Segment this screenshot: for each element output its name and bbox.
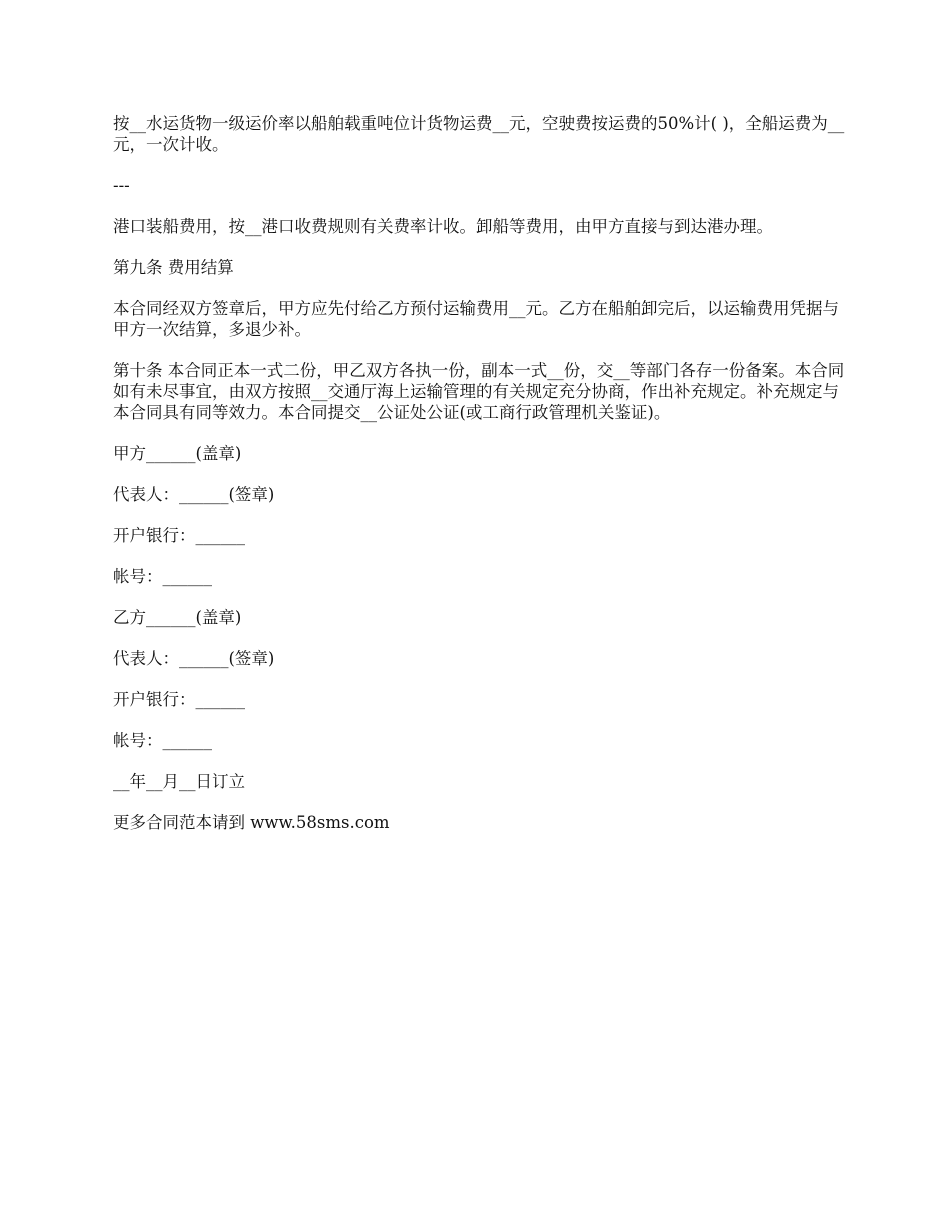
signing-date: __年__月__日订立 (113, 772, 245, 791)
party-a-bank: 开户银行：______ (113, 526, 245, 545)
article-9-heading: 第九条 费用结算 (113, 258, 234, 277)
document-body (113, 113, 853, 853)
party-a-account: 帐号：______ (113, 567, 212, 586)
party-b-seal: 乙方______(盖章) (113, 608, 242, 627)
party-a-representative: 代表人：______(签章) (113, 485, 275, 504)
more-templates-link-text: 更多合同范本请到 www.58sms.com (113, 813, 390, 832)
port-fee-paragraph: 港口装船费用，按__港口收费规则有关费率计收。卸船等费用，由甲方直接与到达港办理。 (113, 217, 773, 236)
freight-paragraph: 按__水运货物一级运价率以船舶载重吨位计货物运费__元，空驶费按运费的50%计( )，全船运费为__元，一次计收。 (113, 114, 845, 154)
separator: --- (113, 176, 130, 195)
party-a-seal: 甲方______(盖章) (113, 444, 242, 463)
article-10-paragraph: 第十条 本合同正本一式二份，甲乙双方各执一份，副本一式__份，交__等部门各存一份备案。本合同如有未尽事宜，由双方按照__交通厅海上运输管理的有关规定充分协商，作出补充规定。补充规定与本合同具有同等效力。本合同提交__公证处公证(或工商行政管理机关鉴证)。 (113, 361, 845, 422)
party-b-account: 帐号：______ (113, 731, 212, 750)
settlement-paragraph: 本合同经双方签章后，甲方应先付给乙方预付运输费用__元。乙方在船舶卸完后，以运输费用凭据与甲方一次结算，多退少补。 (113, 299, 839, 339)
party-b-representative: 代表人：______(签章) (113, 649, 275, 668)
party-b-bank: 开户银行：______ (113, 690, 245, 709)
